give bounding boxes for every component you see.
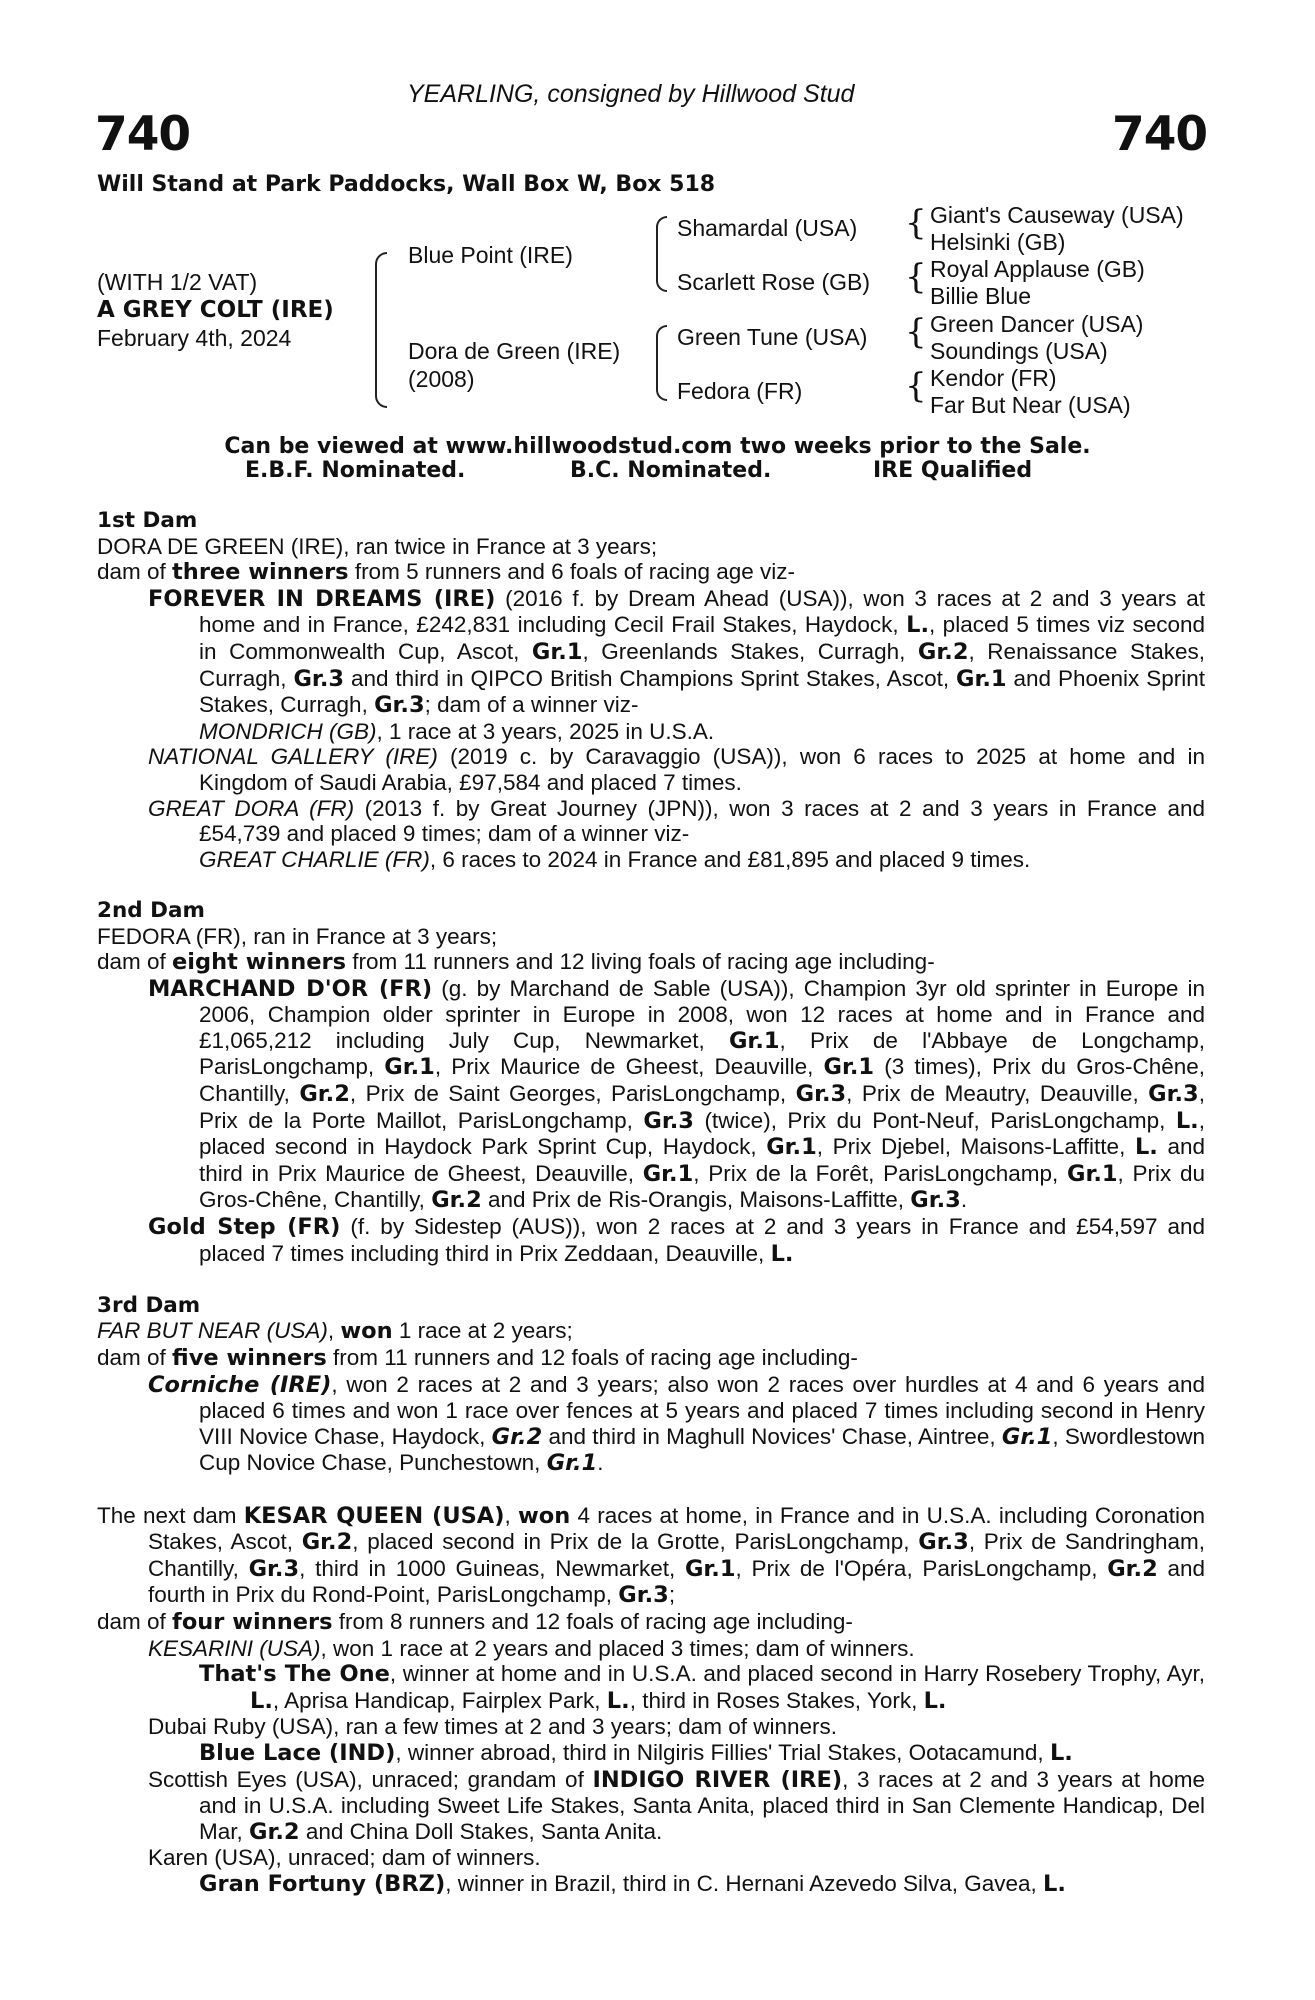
first-dam-heading: 1st Dam: [97, 508, 198, 533]
next-dam-entry: The next dam KESAR QUEEN (USA), won 4 races at home, in France and in U.S.A. including Coronation Stakes, Ascot, Gr.2, placed second in Prix de la Grotte, ParisLongchamp, Gr.3, Prix de Sandringham, Chantilly, Gr.3, third in 1000 Guineas, Newmarket, Gr.1, Prix de l'Opéra, ParisLongchamp, Gr.2 and fourth in Prix du Rond-Point, ParisLongchamp, Gr.3;: [97, 1502, 1206, 1609]
third-dam-line: FAR BUT NEAR (USA), won 1 race at 2 years;: [97, 1318, 573, 1345]
entry-great-charlie: GREAT CHARLIE (FR), 6 races to 2024 in France and £81,895 and placed 9 times.: [199, 846, 1031, 872]
brace-g78: {: [905, 366, 927, 406]
entry-karen: Karen (USA), unraced; dam of winners.: [148, 1845, 541, 1871]
first-dam-produce: dam of three winners from 5 runners and 6 foals of racing age viz-: [97, 559, 796, 586]
subtitle: YEARLING, consigned by Hillwood Stud: [407, 80, 855, 108]
stand-location: Will Stand at Park Paddocks, Wall Box W, Box 518: [97, 172, 716, 197]
dam-sire: Green Tune (USA): [677, 324, 868, 350]
brace-main: [375, 252, 387, 408]
sire: Blue Point (IRE): [408, 242, 573, 268]
great-granddam-3: Soundings (USA): [930, 338, 1108, 364]
dam-year: (2008): [408, 366, 475, 392]
entry-corniche: Corniche (IRE), won 2 races at 2 and 3 years; also won 2 races over hurdles at 4 and 6 years and placed 6 times and won 1 race over fences at 5 years and placed 7 times including second in Henry VIII Novice Chase, Haydock, Gr.2 and third in Maghull Novices' Chase, Aintree, Gr.1, Swordlestown Cup Novice Chase, Punchestown, Gr.1.: [148, 1371, 1205, 1477]
entry-scottish-eyes: Scottish Eyes (USA), unraced; grandam of INDIGO RIVER (IRE), 3 races at 2 and 3 years at home and in U.S.A. including Sweet Life Stakes, Santa Anita, placed third in San Clemente Handicap, Del Mar, Gr.2 and China Doll Stakes, Santa Anita.: [148, 1766, 1205, 1845]
entry-dubai-ruby: Dubai Ruby (USA), ran a few times at 2 and 3 years; dam of winners.: [148, 1714, 838, 1740]
dam: Dora de Green (IRE): [408, 338, 621, 364]
entry-blue-lace: Blue Lace (IND), winner abroad, third in Nilgiris Fillies' Trial Stakes, Ootacamund, L.: [199, 1739, 1073, 1766]
second-dam-produce: dam of eight winners from 11 runners and 12 living foals of racing age including-: [97, 949, 935, 976]
brace-g12: {: [905, 203, 927, 243]
entry-great-dora: GREAT DORA (FR) (2013 f. by Great Journey (JPN)), won 3 races at 2 and 3 years in France and £54,739 and placed 9 times; dam of a winner viz-: [148, 795, 1205, 847]
first-dam-line: DORA DE GREEN (IRE), ran twice in France at 3 years;: [97, 533, 658, 559]
great-grandsire-1: Giant's Causeway (USA): [930, 202, 1184, 228]
brace-g34: {: [905, 257, 927, 297]
ebf-nominated: E.B.F. Nominated.: [245, 458, 466, 483]
great-grandsire-3: Green Dancer (USA): [930, 311, 1144, 337]
entry-national-gallery: NATIONAL GALLERY (IRE) (2019 c. by Caravaggio (USA)), won 6 races to 2025 at home and in Kingdom of Saudi Arabia, £97,584 and placed 7 times.: [148, 744, 1205, 795]
great-granddam-1: Helsinki (GB): [930, 229, 1066, 255]
entry-mondrich: MONDRICH (GB), 1 race at 3 years, 2025 in U.S.A.: [199, 718, 715, 744]
brace-g56: {: [905, 312, 927, 352]
brace-dam: [656, 325, 667, 401]
entry-kesarini: KESARINI (USA), won 1 race at 2 years and placed 3 times; dam of winners.: [148, 1635, 915, 1661]
great-grandsire-2: Royal Applause (GB): [930, 256, 1145, 282]
viewing-note: Can be viewed at www.hillwoodstud.com two weeks prior to the Sale.: [224, 434, 1091, 459]
great-grandsire-4: Kendor (FR): [930, 365, 1057, 391]
vat-note: (WITH 1/2 VAT): [97, 269, 258, 295]
sire-dam: Scarlett Rose (GB): [677, 269, 870, 295]
third-dam-produce: dam of five winners from 11 runners and 12 foals of racing age including-: [97, 1345, 858, 1371]
second-dam-line: FEDORA (FR), ran in France at 3 years;: [97, 923, 498, 949]
bc-nominated: B.C. Nominated.: [570, 458, 772, 483]
next-dam-produce: dam of four winners from 8 runners and 12 foals of racing age including-: [97, 1608, 853, 1635]
great-granddam-2: Billie Blue: [930, 283, 1031, 309]
third-dam-heading: 3rd Dam: [97, 1292, 201, 1318]
horse-name: FOREVER IN DREAMS (IRE): [148, 585, 496, 612]
lot-number-right: 740: [1112, 107, 1208, 162]
lot-name: A GREY COLT (IRE): [97, 297, 334, 323]
entry-marchand-dor: MARCHAND D'OR (FR) (g. by Marchand de Sable (USA)), Champion 3yr old sprinter in Europe in 2006, Champion older sprinter in Europe in 2008, won 12 races at home and in France and £1,065,212 including July Cup, Newmarket, Gr.1, Prix de l'Abbaye de Longchamp, ParisLongchamp, Gr.1, Prix Maurice de Gheest, Deauville, Gr.1 (3 times), Prix du Gros-Chêne, Chantilly, Gr.2, Prix de Saint Georges, ParisLongchamp, Gr.3, Prix de Meautry, Deauville, Gr.3, Prix de la Porte Maillot, ParisLongchamp, Gr.3 (twice), Prix du Pont-Neuf, ParisLongchamp, L., placed second in Haydock Park Sprint Cup, Haydock, Gr.1, Prix Djebel, Maisons-Laffitte, L. and third in Prix Maurice de Gheest, Deauville, Gr.1, Prix de la Forêt, ParisLongchamp, Gr.1, Prix du Gros-Chêne, Chantilly, Gr.2 and Prix de Ris-Orangis, Maisons-Laffitte, Gr.3.: [148, 975, 1206, 1214]
entry-gran-fortuny: Gran Fortuny (BRZ), winner in Brazil, third in C. Hernani Azevedo Silva, Gavea, L.: [199, 1870, 1066, 1897]
entry-thats-the-one: That's The One, winner at home and in U.S.A. and placed second in Harry Rosebery Trophy, Ayr, L., Aprisa Handicap, Fairplex Park, L., third in Roses Stakes, York, L.: [199, 1661, 1205, 1714]
sire-sire: Shamardal (USA): [677, 215, 858, 241]
great-granddam-4: Far But Near (USA): [930, 392, 1131, 418]
second-dam-heading: 2nd Dam: [97, 897, 205, 923]
entry-gold-step: Gold Step (FR) (f. by Sidestep (AUS)), won 2 races at 2 and 3 years in France and £54,597 and placed 7 times including third in Prix Zeddaan, Deauville, L.: [148, 1214, 1205, 1267]
catalogue-body: [97, 508, 1205, 1897]
lot-number-left: 740: [95, 107, 191, 162]
date-of-birth: February 4th, 2024: [97, 325, 292, 351]
brace-sire: [656, 216, 667, 292]
ire-qualified: IRE Qualified: [873, 458, 1033, 483]
dam-dam: Fedora (FR): [677, 378, 803, 404]
entry-forever-in-dreams: FOREVER IN DREAMS (IRE) (2016 f. by Dream Ahead (USA)), won 3 races at 2 and 3 years at home and in France, £242,831 including Cecil Frail Stakes, Haydock, L., placed 5 times viz second in Commonwealth Cup, Ascot, Gr.1, Greenlands Stakes, Curragh, Gr.2, Renaissance Stakes, Curragh, Gr.3 and third in QIPCO British Champions Sprint Stakes, Ascot, Gr.1 and Phoenix Sprint Stakes, Curragh, Gr.3; dam of a winner viz-: [148, 585, 1205, 719]
